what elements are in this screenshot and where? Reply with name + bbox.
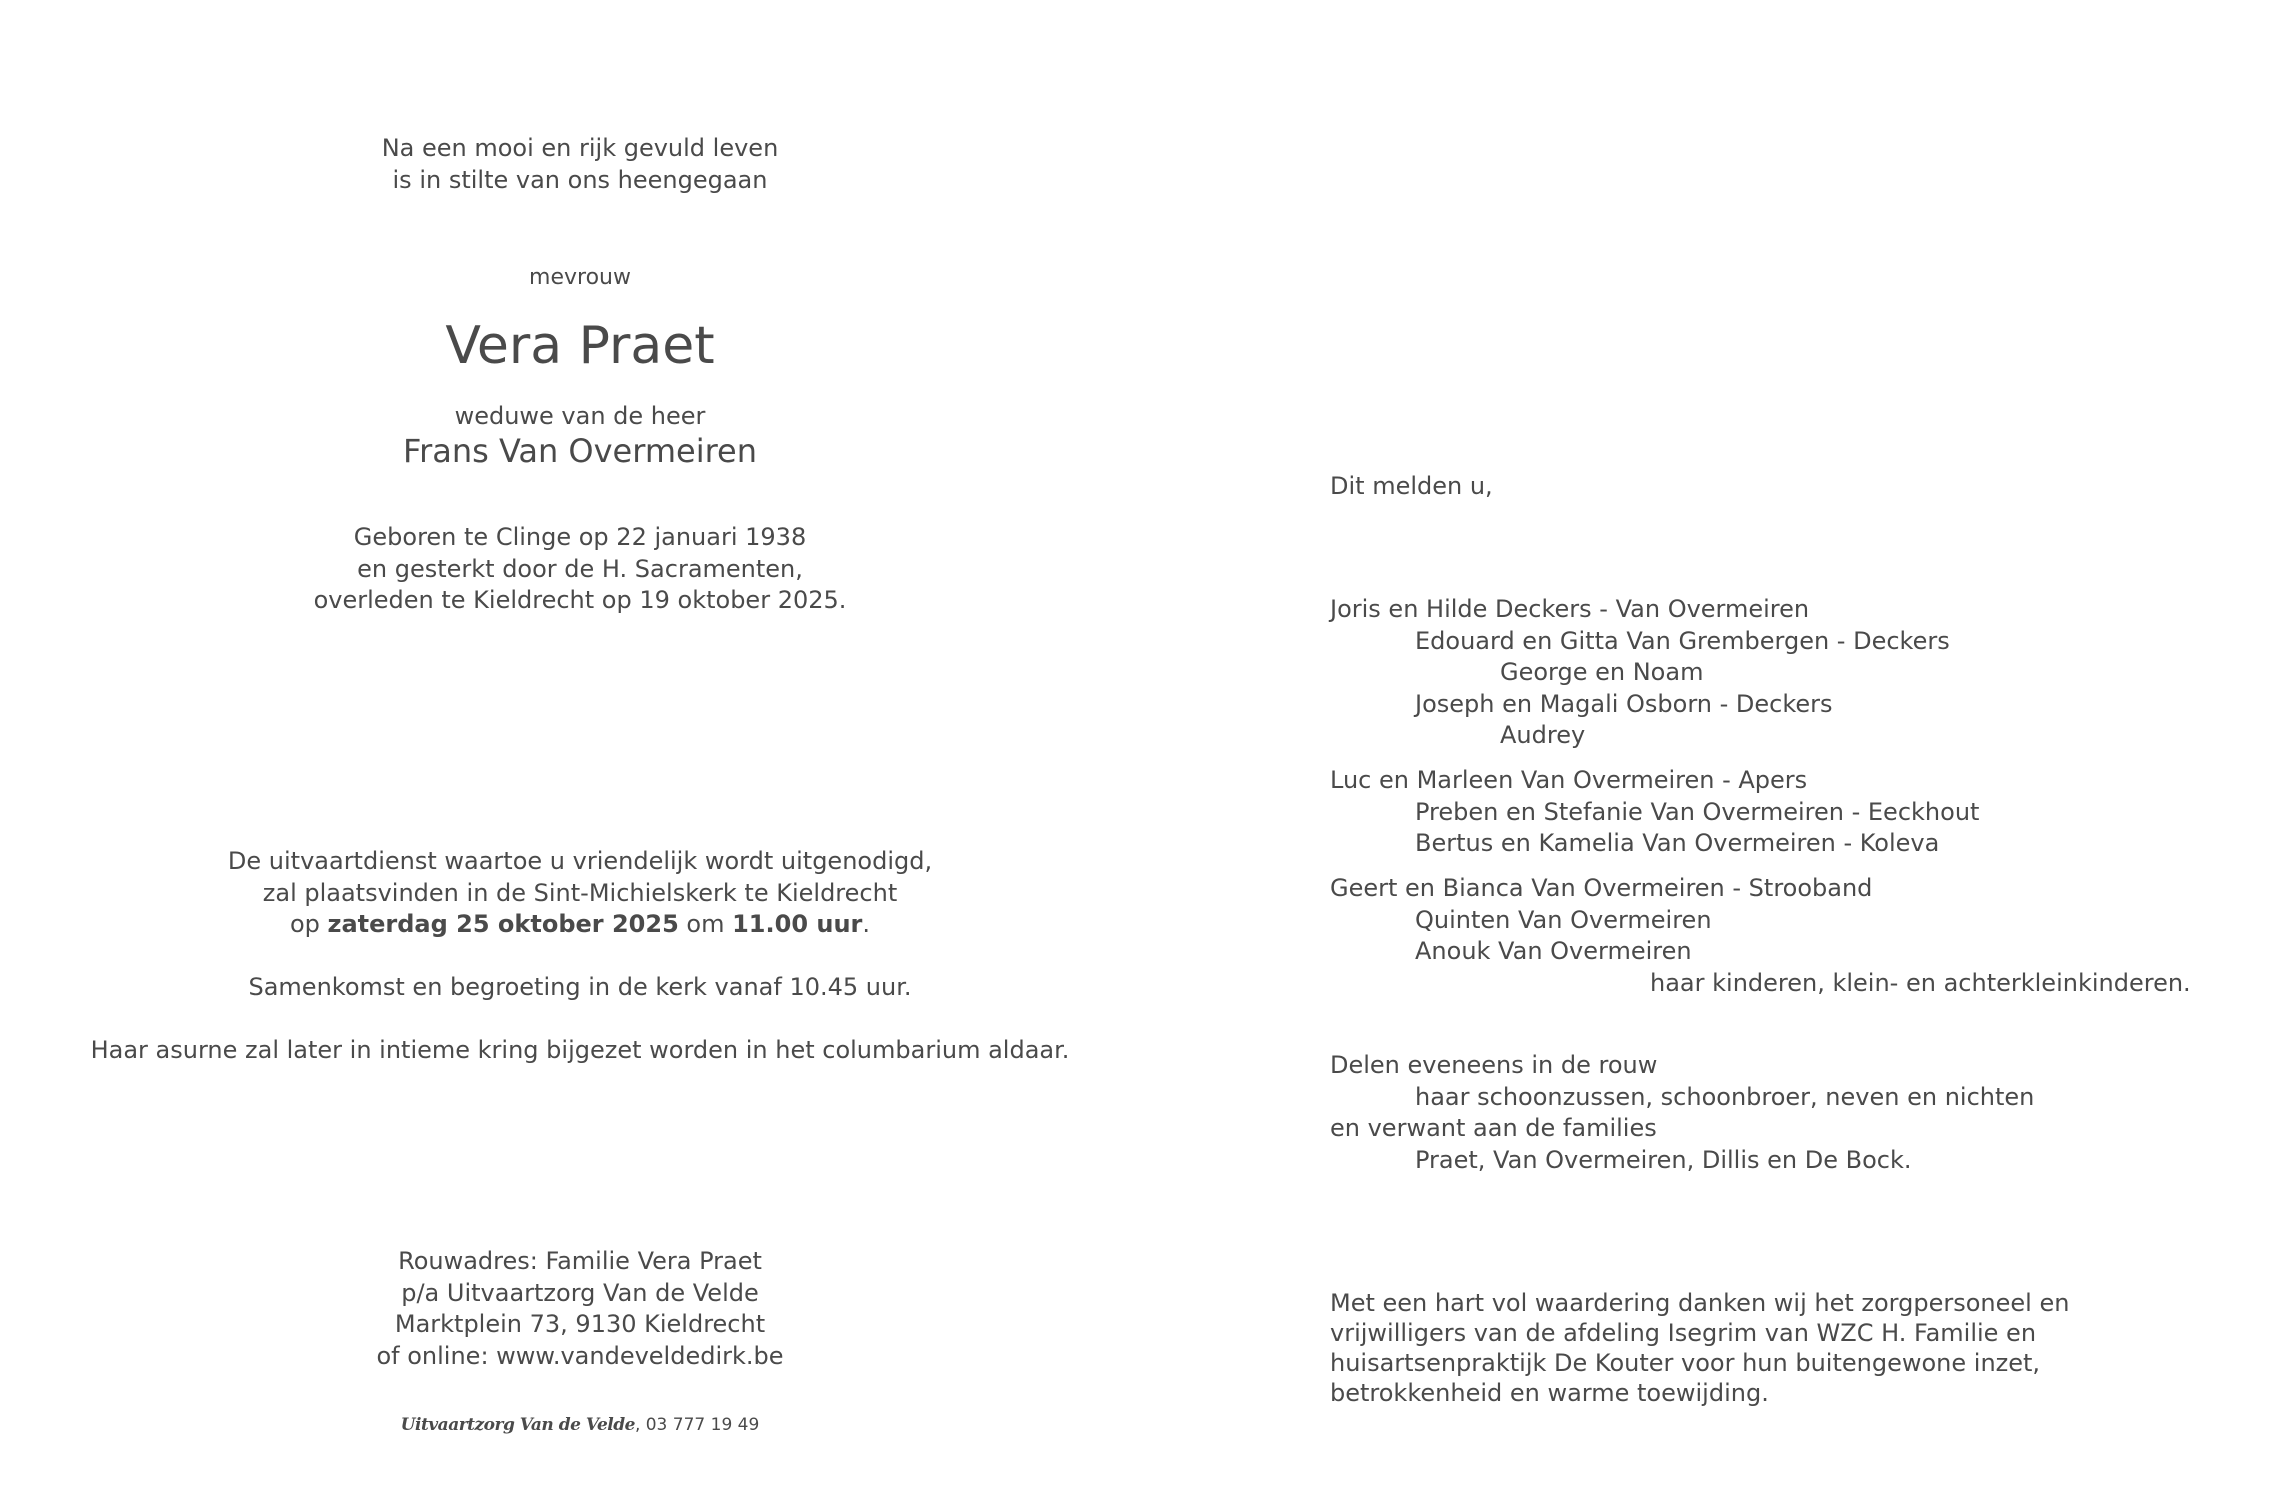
funeral-date-line [0,908,1160,940]
right-column [1330,0,2230,1509]
address-line-1: Rouwadres: Familie Vera Praet [398,1247,762,1275]
intro-line-1: Na een mooi en rijk gevuld leven [381,134,779,162]
family-group-1-grandchild-2: Audrey [1500,721,1586,749]
deceased-name: Vera Praet [445,316,715,376]
thanks-line-1: Met een hart vol waardering danken wij het zorgpersoneel en [1330,1289,2070,1317]
birth-info: Geboren te Clinge op 22 januari 1938 [353,523,807,551]
undertaker-name: Uitvaartzorg Van de Velde [400,1415,635,1435]
mourning-line-3: en verwant aan de families [1330,1114,1657,1142]
undertaker-signature [0,1413,1160,1437]
widow-of: weduwe van de heer [454,402,706,430]
spouse-name: Frans Van Overmeiren [402,432,757,470]
family-group-2-parent: Luc en Marleen Van Overmeiren - Apers [1330,766,1808,794]
address-line-3: Marktplein 73, 9130 Kieldrecht [394,1310,766,1338]
family-group-3-parent: Geert en Bianca Van Overmeiren - Strooband [1330,874,1873,902]
family-group-1-child-1: Edouard en Gitta Van Grembergen - Deckers [1415,627,1950,655]
family-group-3-child-1: Quinten Van Overmeiren [1415,906,1712,934]
mourning-line-1: Delen eveneens in de rouw [1330,1051,1658,1079]
family-closing: haar kinderen, klein- en achterkleinkinderen. [1650,969,2191,997]
thanks-line-2: vrijwilligers van de afdeling Isegrim van WZC H. Familie en [1330,1319,2037,1347]
funeral-line-2: zal plaatsvinden in de Sint-Michielskerk te Kieldrecht [262,879,898,907]
gathering-info: Samenkomst en begroeting in de kerk vanaf 10.45 uur. [248,973,912,1001]
time-prefix: om [678,910,733,938]
urn-info: Haar asurne zal later in intieme kring bijgezet worden in het columbarium aldaar. [90,1036,1070,1064]
intro-line-2: is in stilte van ons heengegaan [392,166,768,194]
family-group-1-parent: Joris en Hilde Deckers - Van Overmeiren [1330,595,1810,623]
time-suffix: . [862,910,871,938]
family-intro: Dit melden u, [1330,472,1493,500]
family-group-2-child-1: Preben en Stefanie Van Overmeiren - Eeckhout [1415,798,1980,826]
death-info: overleden te Kieldrecht op 19 oktober 2025. [313,586,847,614]
mourning-line-4: Praet, Van Overmeiren, Dillis en De Bock. [1415,1146,1912,1174]
family-group-1-child-2: Joseph en Magali Osborn - Deckers [1415,690,1833,718]
funeral-date: zaterdag 25 oktober 2025 [327,910,679,938]
sacraments-info: en gesterkt door de H. Sacramenten, [357,555,803,583]
funeral-line-1: De uitvaartdienst waartoe u vriendelijk wordt uitgenodigd, [227,847,933,875]
thanks-line-3: huisartsenpraktijk De Kouter voor hun buitengewone inzet, [1330,1349,2041,1377]
funeral-time: 11.00 uur [732,910,863,938]
address-line-2: p/a Uitvaartzorg Van de Velde [401,1279,759,1307]
mourning-line-2: haar schoonzussen, schoonbroer, neven en nichten [1415,1083,2035,1111]
honorific: mevrouw [529,265,631,290]
family-group-3-child-2: Anouk Van Overmeiren [1415,937,1692,965]
family-group-1-grandchild-1: George en Noam [1500,658,1704,686]
undertaker-phone: , 03 777 19 49 [634,1415,760,1435]
family-group-2-child-2: Bertus en Kamelia Van Overmeiren - Koleva [1415,829,1940,857]
address-line-4: of online: www.vandeveldedirk.be [376,1342,784,1370]
date-prefix: op [289,910,328,938]
thanks-line-4: betrokkenheid en warme toewijding. [1330,1379,1769,1407]
